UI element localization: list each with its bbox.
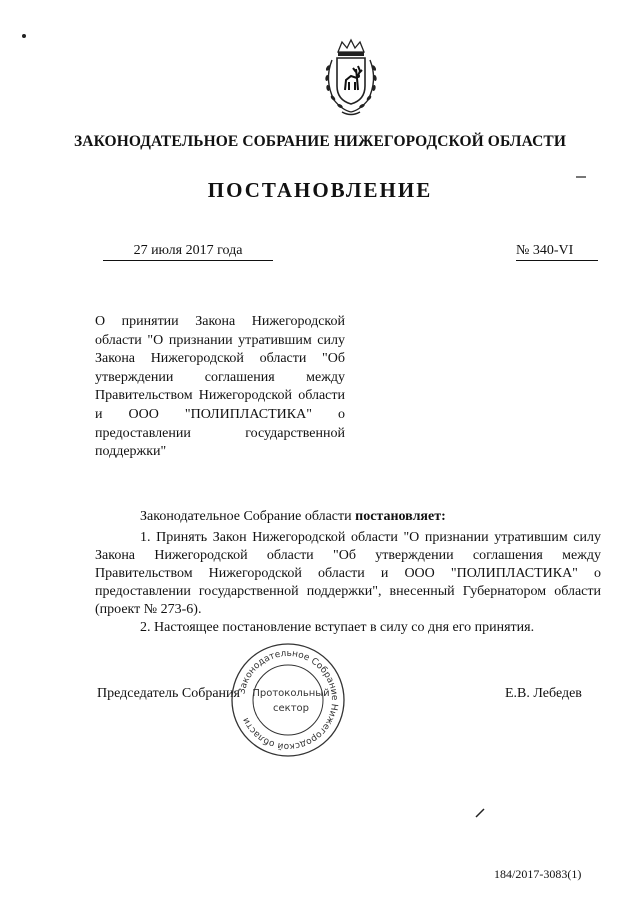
stamp-center-line2: сектор (273, 703, 309, 714)
document-subject: О принятии Закона Нижегородской области "О признании утратившим силу Закона Нижегородской области "Об утверждении соглашения между Правительством Нижегородской области и ООО "ПОЛИПЛАСТИКА" о предоставлении государственной поддержки" (95, 314, 345, 460)
document-reference: 184/2017-3083(1) (494, 867, 582, 881)
preamble-emphasis: постановляет: (355, 509, 446, 524)
document-type-heading: ПОСТАНОВЛЕНИЕ (207, 178, 433, 202)
preamble-text: Законодательное Собрание области (140, 509, 356, 524)
stamp-ring-text: Законодательное Собрание Нижегородской области (237, 648, 340, 752)
stamp-center-line1: Протокольный (252, 688, 330, 699)
organization-title: ЗАКОНОДАТЕЛЬНОЕ СОБРАНИЕ НИЖЕГОРОДСКОЙ ОБЛАСТИ (74, 133, 566, 150)
signatory-title: Председатель Собрания (97, 686, 240, 701)
coat-of-arms-emblem (318, 38, 384, 118)
document-date: 27 июля 2017 года (103, 243, 273, 261)
scan-speck (22, 34, 26, 38)
clause-item: 2. Настоящее постановление вступает в силу со дня его принятия. (140, 620, 535, 635)
document-number: № 340-VI (516, 243, 598, 261)
signatory-name: Е.В. Лебедев (505, 686, 582, 701)
preamble (140, 509, 446, 525)
clause-item: 1. Принять Закон Нижегородской области "О признании утратившим силу Закона Нижегородской области "Об утверждении соглашения между Правительством Нижегородской области и ООО "ПОЛИПЛАСТИКА" о предоставлении государственной поддержки", внесенный Губернатором области (проект № 273-6). (95, 530, 601, 617)
protocol-sector-stamp (229, 641, 347, 759)
pen-mark (474, 807, 486, 819)
resolution-clauses (95, 529, 601, 637)
